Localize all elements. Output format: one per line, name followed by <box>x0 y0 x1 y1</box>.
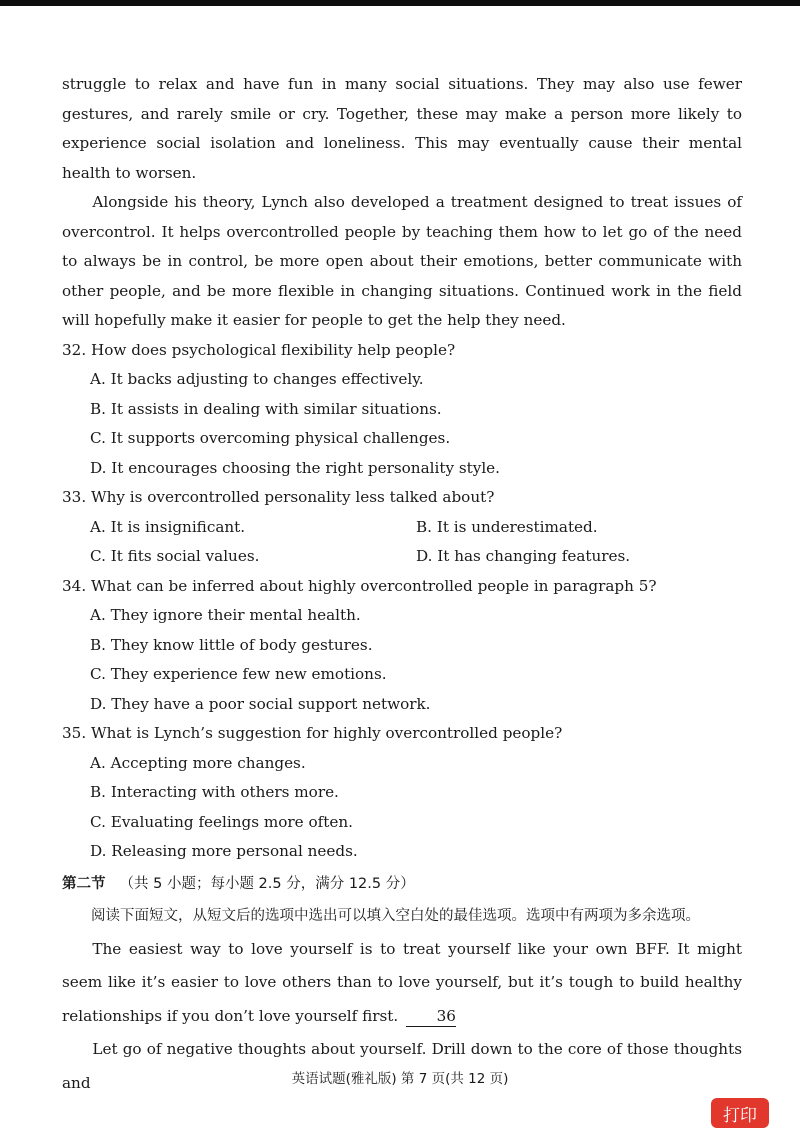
top-border <box>0 0 800 6</box>
question-34 <box>62 572 742 720</box>
option-a: A. They ignore their mental health. <box>90 606 361 624</box>
option-b: B. Interacting with others more. <box>90 783 339 801</box>
question-35 <box>62 719 742 867</box>
exam-page-content <box>62 70 742 1100</box>
option-c: C. They experience few new emotions. <box>90 665 387 683</box>
option-b: B. It is underestimated. <box>416 517 598 536</box>
cloze-paragraph: Let go of negative thoughts about yourself. Drill down to the core of those thoughts and <box>62 1040 742 1092</box>
question-stem: 32. How does psychological flexibility help people? <box>62 340 456 359</box>
option-d: D. Releasing more personal needs. <box>90 842 358 860</box>
option-row <box>90 513 742 543</box>
option-a: A. It is insignificant. <box>90 517 246 536</box>
section-instruction: 阅读下面短文，从短文后的选项中选出可以填入空白处的最佳选项。选项中有两项为多余选项。 <box>91 907 700 924</box>
question-stem: 33. Why is overcontrolled personality less talked about? <box>62 488 495 506</box>
passage-paragraph-final: Alongside his theory, Lynch also developed a treatment designed to treat issues of overcontrol. It helps overcontrolled people by teaching them how to let go of the need to always be in control, be more open about their emotions, better communicate with other people, and be more flexible in changing situations. Continued work in the field will hopefully make it easier for people to get the help they need. <box>62 193 742 329</box>
option-d: D. It has changing features. <box>416 547 631 565</box>
passage-paragraph-continued: struggle to relax and have fun in many social situations. They may also use fewer gestures, and rarely smile or cry. Together, these may make a person more likely to experience social isolation and loneliness. This may eventually cause their mental health to worsen. <box>62 75 742 182</box>
option-b: B. They know little of body gestures. <box>90 635 373 654</box>
option-c: C. It fits social values. <box>90 547 260 565</box>
cloze-paragraph-text: The easiest way to love yourself is to treat yourself like your own BFF. It might seem like it’s easier to love others than to love yourself, but it’s tough to build healthy relationships if you don’t love yourself first. <box>62 939 742 1025</box>
option-c: C. Evaluating feelings more often. <box>90 812 353 831</box>
option-b: B. It assists in dealing with similar situations. <box>90 399 442 418</box>
cloze-paragraph <box>62 933 742 1034</box>
question-stem: 35. What is Lynch’s suggestion for highly overcontrolled people? <box>62 724 563 742</box>
print-button[interactable]: 打印 <box>711 1098 769 1128</box>
option-c: C. It supports overcoming physical challenges. <box>90 429 451 447</box>
question-stem: 34. What can be inferred about highly overcontrolled people in paragraph 5? <box>62 576 657 595</box>
answer-blank-36: 36 <box>406 1006 456 1027</box>
option-row <box>90 542 742 572</box>
section-heading <box>62 869 742 900</box>
option-d: D. They have a poor social support network. <box>90 694 431 713</box>
question-33 <box>62 483 742 572</box>
option-a: A. Accepting more changes. <box>90 753 306 772</box>
option-a: A. It backs adjusting to changes effectively. <box>90 370 424 388</box>
section-title: 第二节 <box>62 875 106 892</box>
question-32 <box>62 336 742 484</box>
option-d: D. It encourages choosing the right personality style. <box>90 458 500 477</box>
page-footer: 英语试题(雅礼版) 第 7 页(共 12 页) <box>291 1071 509 1087</box>
section-note: （共 5 小题；每小题 2.5 分，满分 12.5 分） <box>119 875 415 892</box>
